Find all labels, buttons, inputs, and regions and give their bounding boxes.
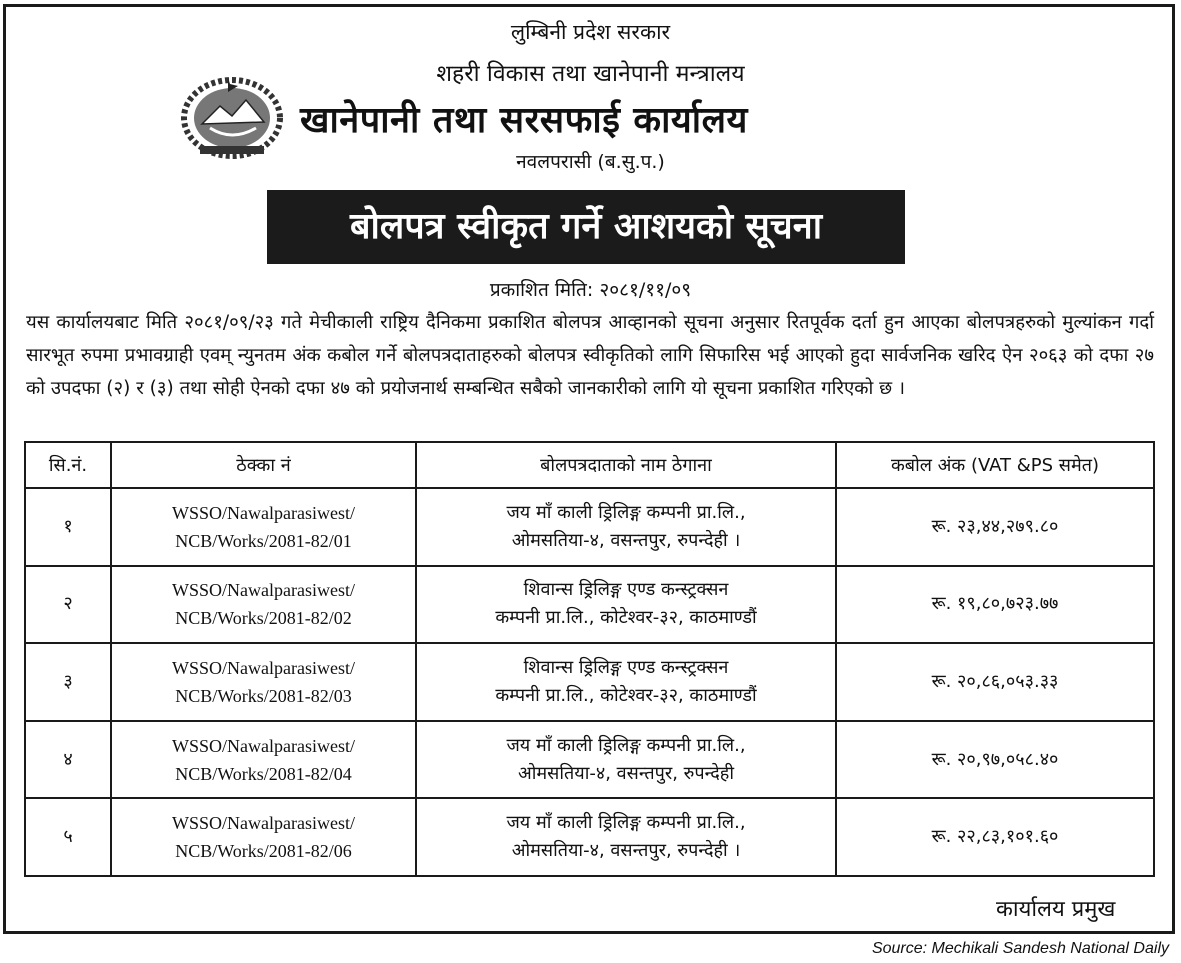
bidder-address: ओमसतिया-४, वसन्तपुर, रुपन्देही । <box>511 529 741 551</box>
contract-line: NCB/Works/2081-82/02 <box>175 608 352 629</box>
bidder-address: कम्पनी प्रा.लि., कोटेश्वर-३२, काठमाण्डौं <box>495 607 757 629</box>
amount-cell: रू. २०,८६,०५३.३३ <box>836 643 1154 721</box>
signature-office-head: कार्यालय प्रमुख <box>996 897 1116 922</box>
contract-line: WSSO/Nawalparasiwest/ <box>172 813 355 834</box>
table-header-row <box>25 442 1154 488</box>
bidder-cell <box>416 488 836 566</box>
contract-line: NCB/Works/2081-82/06 <box>175 841 352 862</box>
serial-cell: ४ <box>25 721 111 799</box>
amount-cell: रू. १९,८०,७२३.७७ <box>836 566 1154 644</box>
government-name: लुम्बिनी प्रदेश सरकार <box>510 20 671 44</box>
bidder-name: शिवान्स ड्रिलिङ्ग एण्ड कन्स्ट्रक्सन <box>523 656 729 678</box>
bidder-name: शिवान्स ड्रिलिङ्ग एण्ड कन्स्ट्रक्सन <box>523 579 729 601</box>
header-amount: कबोल अंक (VAT &PS समेत) <box>836 442 1154 488</box>
contract-cell <box>111 721 416 799</box>
contract-cell <box>111 566 416 644</box>
bidder-cell <box>416 721 836 799</box>
table-row <box>25 798 1154 876</box>
bidder-name: जय माँ काली ड्रिलिङ्ग कम्पनी प्रा.लि., <box>506 812 746 834</box>
contract-line: WSSO/Nawalparasiwest/ <box>172 502 355 523</box>
office-name: खानेपानी तथा सरसफाई कार्यालय <box>300 100 748 141</box>
contract-line: NCB/Works/2081-82/03 <box>175 685 352 706</box>
header-serial: सि.नं. <box>25 442 111 488</box>
contract-line: NCB/Works/2081-82/01 <box>175 530 352 551</box>
published-date: प्रकाशित मिति: २०८१/११/०९ <box>489 279 692 301</box>
contract-line: WSSO/Nawalparasiwest/ <box>172 735 355 756</box>
contract-line: NCB/Works/2081-82/04 <box>175 763 352 784</box>
contract-line: WSSO/Nawalparasiwest/ <box>172 657 355 678</box>
bidder-name: जय माँ काली ड्रिलिङ्ग कम्पनी प्रा.लि., <box>506 734 746 756</box>
bidder-address: ओमसतिया-४, वसन्तपुर, रुपन्देही । <box>511 840 741 862</box>
bidder-cell <box>416 566 836 644</box>
bidder-address: ओमसतिया-४, वसन्तपुर, रुपन्देही <box>517 762 734 784</box>
table-row <box>25 643 1154 721</box>
amount-cell: रू. २०,९७,०५८.४० <box>836 721 1154 799</box>
office-location: नवलपरासी (ब.सु.प.) <box>516 151 665 173</box>
amount-cell: रू. २३,४४,२७९.८० <box>836 488 1154 566</box>
contract-cell <box>111 488 416 566</box>
ministry-name: शहरी विकास तथा खानेपानी मन्त्रालय <box>436 61 745 87</box>
amount-cell: रू. २२,८३,१०१.६० <box>836 798 1154 876</box>
nepal-government-emblem-icon <box>180 72 284 160</box>
bid-table <box>24 441 1155 877</box>
serial-cell: ३ <box>25 643 111 721</box>
table-row <box>25 488 1154 566</box>
source-credit: Source: Mechikali Sandesh National Daily <box>871 940 1169 957</box>
serial-cell: ५ <box>25 798 111 876</box>
serial-cell: २ <box>25 566 111 644</box>
contract-line: WSSO/Nawalparasiwest/ <box>172 580 355 601</box>
contract-cell <box>111 798 416 876</box>
notice-title-banner: बोलपत्र स्वीकृत गर्ने आशयको सूचना <box>267 190 905 264</box>
contract-cell <box>111 643 416 721</box>
notice-body-text: यस कार्यालयबाट मिति २०८१/०९/२३ गते मेचीकाली राष्ट्रिय दैनिकमा प्रकाशित बोलपत्र आव्हानको सूचना अनुसार रितपूर्वक दर्ता हुन आएका बोलपत्रहरुको मुल्यांकन गर्दा सारभूत रुपमा प्रभावग्राही एवम् न्युनतम अंक कबोल गर्ने बोलपत्रदाताहरुको बोलपत्र स्वीकृतिको लागि सिफारिस भई आएको हुदा सार्वजनिक खरिद ऐन २०६३ को दफा २७ को उपदफा (२) र (३) तथा सोही ऐनको दफा ४७ को प्रयोजनार्थ सम्बन्धित सबैको जानकारीको लागि यो सूचना प्रकाशित गरिएको छ । <box>26 312 1154 399</box>
bidder-address: कम्पनी प्रा.लि., कोटेश्वर-३२, काठमाण्डौं <box>495 684 757 706</box>
bidder-name: जय माँ काली ड्रिलिङ्ग कम्पनी प्रा.लि., <box>506 501 746 523</box>
header-bidder: बोलपत्रदाताको नाम ठेगाना <box>416 442 836 488</box>
header-contract-no: ठेक्का नं <box>111 442 416 488</box>
serial-cell: १ <box>25 488 111 566</box>
bidder-cell <box>416 798 836 876</box>
bidder-cell <box>416 643 836 721</box>
table-row <box>25 721 1154 799</box>
table-row <box>25 566 1154 644</box>
